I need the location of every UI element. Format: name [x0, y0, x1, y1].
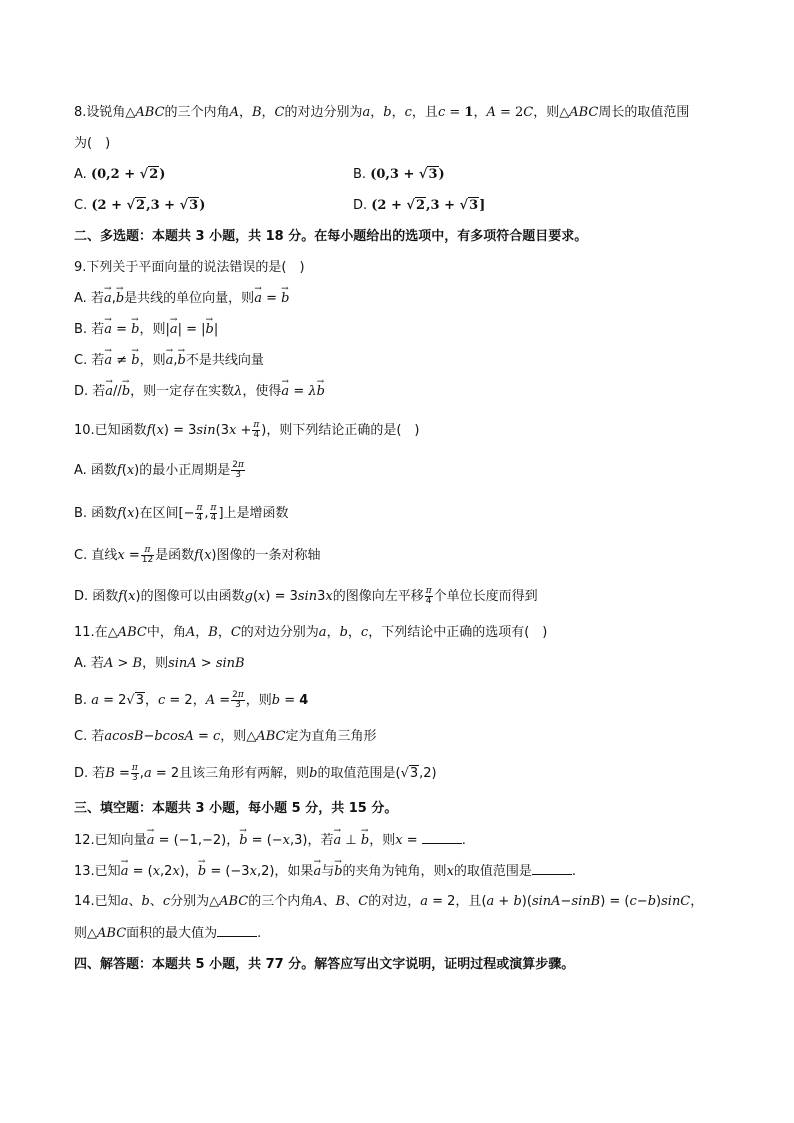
- section-2-heading: 二、多选题：本题共 3 小题，共 18 分。在每小题给出的选项中，有多项符合题目要求。: [74, 229, 588, 244]
- question-11-option-a: A. 若A > B，则sinA > sinB: [74, 656, 245, 671]
- question-10-option-c: C. 直线x = $\frac{\pi}{12}$ 是函数f(x)图像的一条对称轴: [74, 545, 321, 565]
- question-8-line-1: 8.设锐角△ABC的三个内角A，B，C的对边分别为a，b，c，且c = 1，A = 2C，则△ABC周长的取值范围: [74, 105, 690, 120]
- question-9-option-b: B. 若→ a = → b，则|→ a| = |→ b|: [74, 321, 724, 339]
- question-8-options-ab: A. (0,2 + √2) B. (0,3 + √3): [74, 167, 445, 182]
- question-8-line-2: 为( ): [74, 136, 111, 151]
- section-3-heading: 三、填空题：本题共 3 小题，每小题 5 分，共 15 分。: [74, 801, 398, 816]
- answer-blank[interactable]: [532, 862, 572, 875]
- question-11-option-d: D. 若B = $\frac{\pi}{3}$ ,a = 2且该三角形有两解，则b的取值范围是(√3,2): [74, 763, 437, 783]
- question-10-option-d: D. 函数f(x)的图像可以由函数g(x) = 3sin3x的图像向左平移 $\frac{\pi}{4}$ 个单位长度而得到: [74, 586, 538, 606]
- question-11-option-b: B. a = 2√3，c = 2，A = $\frac{2\pi}{3}$ ，则b = 4: [74, 690, 309, 710]
- answer-blank[interactable]: [422, 831, 462, 844]
- question-8-options-cd: C. (2 + √2,3 + √3) D. (2 + √2,3 + √3]: [74, 198, 486, 213]
- question-12: 12.已知向量→ a = (−1,−2)，→ b = (−x,3)，若→ a ⊥ → b，则x = .: [74, 831, 724, 850]
- question-14-line-1: 14.已知a、b、c分别为△ABC的三个内角A、B、C的对边，a = 2，且(a + b)(sinA−sinB) = (c−b)sinC，: [74, 894, 704, 909]
- question-9-stem: 9.下列关于平面向量的说法错误的是( ): [74, 260, 305, 275]
- question-9-option-a: A. 若→ a,→ b是共线的单位向量，则→ a = → b: [74, 290, 724, 308]
- section-4-heading: 四、解答题：本题共 5 小题，共 77 分。解答应写出文字说明，证明过程或演算步骤。: [74, 957, 575, 972]
- question-10-stem: 10.已知函数f(x) = 3sin(3x + $\frac{\pi}{4}$ )，则下列结论正确的是( ): [74, 420, 420, 440]
- answer-blank[interactable]: [217, 924, 257, 937]
- question-14-line-2: 则△ABC面积的最大值为 .: [74, 926, 262, 941]
- question-9-option-c: C. 若→ a ≠ → b，则→ a,→ b不是共线向量: [74, 352, 724, 370]
- question-10-option-b: B. 函数f(x)在区间[− $\frac{\pi}{4}$ , $\frac{\pi}{4}$ ]上是增函数: [74, 503, 289, 523]
- question-11-option-c: C. 若acosB−bcosA = c，则△ABC定为直角三角形: [74, 729, 377, 744]
- question-13: 13.已知→ a = (x,2x)，→ b = (−3x,2)，如果→ a与→ b的夹角为钝角，则x的取值范围是 .: [74, 862, 724, 881]
- question-11-stem: 11.在△ABC中，角A，B，C的对边分别为a，b，c，下列结论中正确的选项有( ): [74, 625, 548, 640]
- question-10-option-a: A. 函数f(x)的最小正周期是 $\frac{2\pi}{3}$: [74, 460, 244, 480]
- question-9-option-d: D. 若→ a//→ b，则一定存在实数λ，使得→ a = λ→ b: [74, 383, 724, 401]
